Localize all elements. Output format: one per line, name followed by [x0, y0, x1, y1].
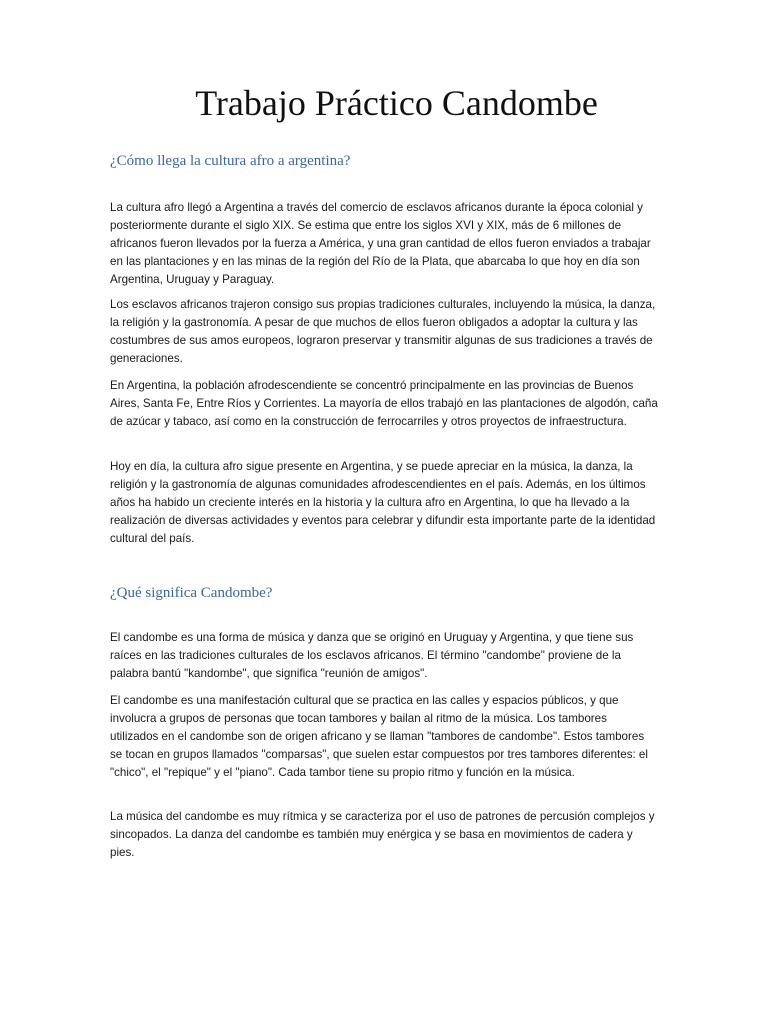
paragraph: La música del candombe es muy rítmica y se caracteriza por el uso de patrones de percusión complejos y sincopados. La danza del candombe es también muy enérgica y se basa en movimientos de cadera y pies. — [110, 810, 655, 859]
paragraph: El candombe es una forma de música y danza que se originó en Uruguay y Argentina, y que tiene sus raíces en las tradiciones culturales de los esclavos africanos. El término "candombe" proviene de la palabra bantú "kandombe", que significa "reunión de amigos". — [110, 631, 634, 680]
section-heading-candombe: ¿Qué significa Candombe? — [110, 585, 273, 601]
paragraph: El candombe es una manifestación cultural que se practica en las calles y espacios públicos, y que involucra a grupos de personas que tocan tambores y bailan al ritmo de la música. Los tambores utilizados en el candombe son de origen africano y se llaman "tambores de candombe". Estos tambores se tocan en grupos llamados "comparsas", que suelen estar compuestos por tres tambores diferentes: el "chico", el "repique" y el "piano". Cada tambor tiene su propio ritmo y función en la música. — [110, 694, 648, 779]
document-title: Trabajo Práctico Candombe — [195, 83, 598, 123]
paragraph: En Argentina, la población afrodescendiente se concentró principalmente en las provincias de Buenos Aires, Santa Fe, Entre Ríos y Corrientes. La mayoría de ellos trabajó en las plantaciones de algodón, caña de azúcar y tabaco, así como en la construcción de ferrocarriles y otros proyectos de infraestructura. — [110, 379, 658, 428]
paragraph: Los esclavos africanos trajeron consigo sus propias tradiciones culturales, incluyendo la música, la danza, la religión y la gastronomía. A pesar de que muchos de ellos fueron obligados a adoptar la cultura y las costumbres de sus amos europeos, lograron preservar y transmitir algunas de sus tradiciones a través de generaciones. — [110, 298, 656, 365]
paragraph: Hoy en día, la cultura afro sigue presente en Argentina, y se puede apreciar en la música, la danza, la religión y la gastronomía de algunas comunidades afrodescendientes en el país. Además, en los últimos años ha habido un creciente interés en la historia y la cultura afro en Argentina, lo que ha llevado a la realización de diversas actividades y eventos para celebrar y difundir esta importante parte de la identidad cultural del país. — [110, 460, 656, 545]
section-heading-afro: ¿Cómo llega la cultura afro a argentina? — [110, 153, 351, 169]
paragraph: La cultura afro llegó a Argentina a través del comercio de esclavos africanos durante la época colonial y posteriormente durante el siglo XIX. Se estima que entre los siglos XVI y XIX, más de 6 millones de africanos fueron llevados por la fuerza a América, y una gran cantidad de ellos fueron enviados a trabajar en las plantaciones y en las minas de la región del Río de la Plata, que abarcaba lo que hoy en día son Argentina, Uruguay y Paraguay. — [110, 201, 651, 286]
